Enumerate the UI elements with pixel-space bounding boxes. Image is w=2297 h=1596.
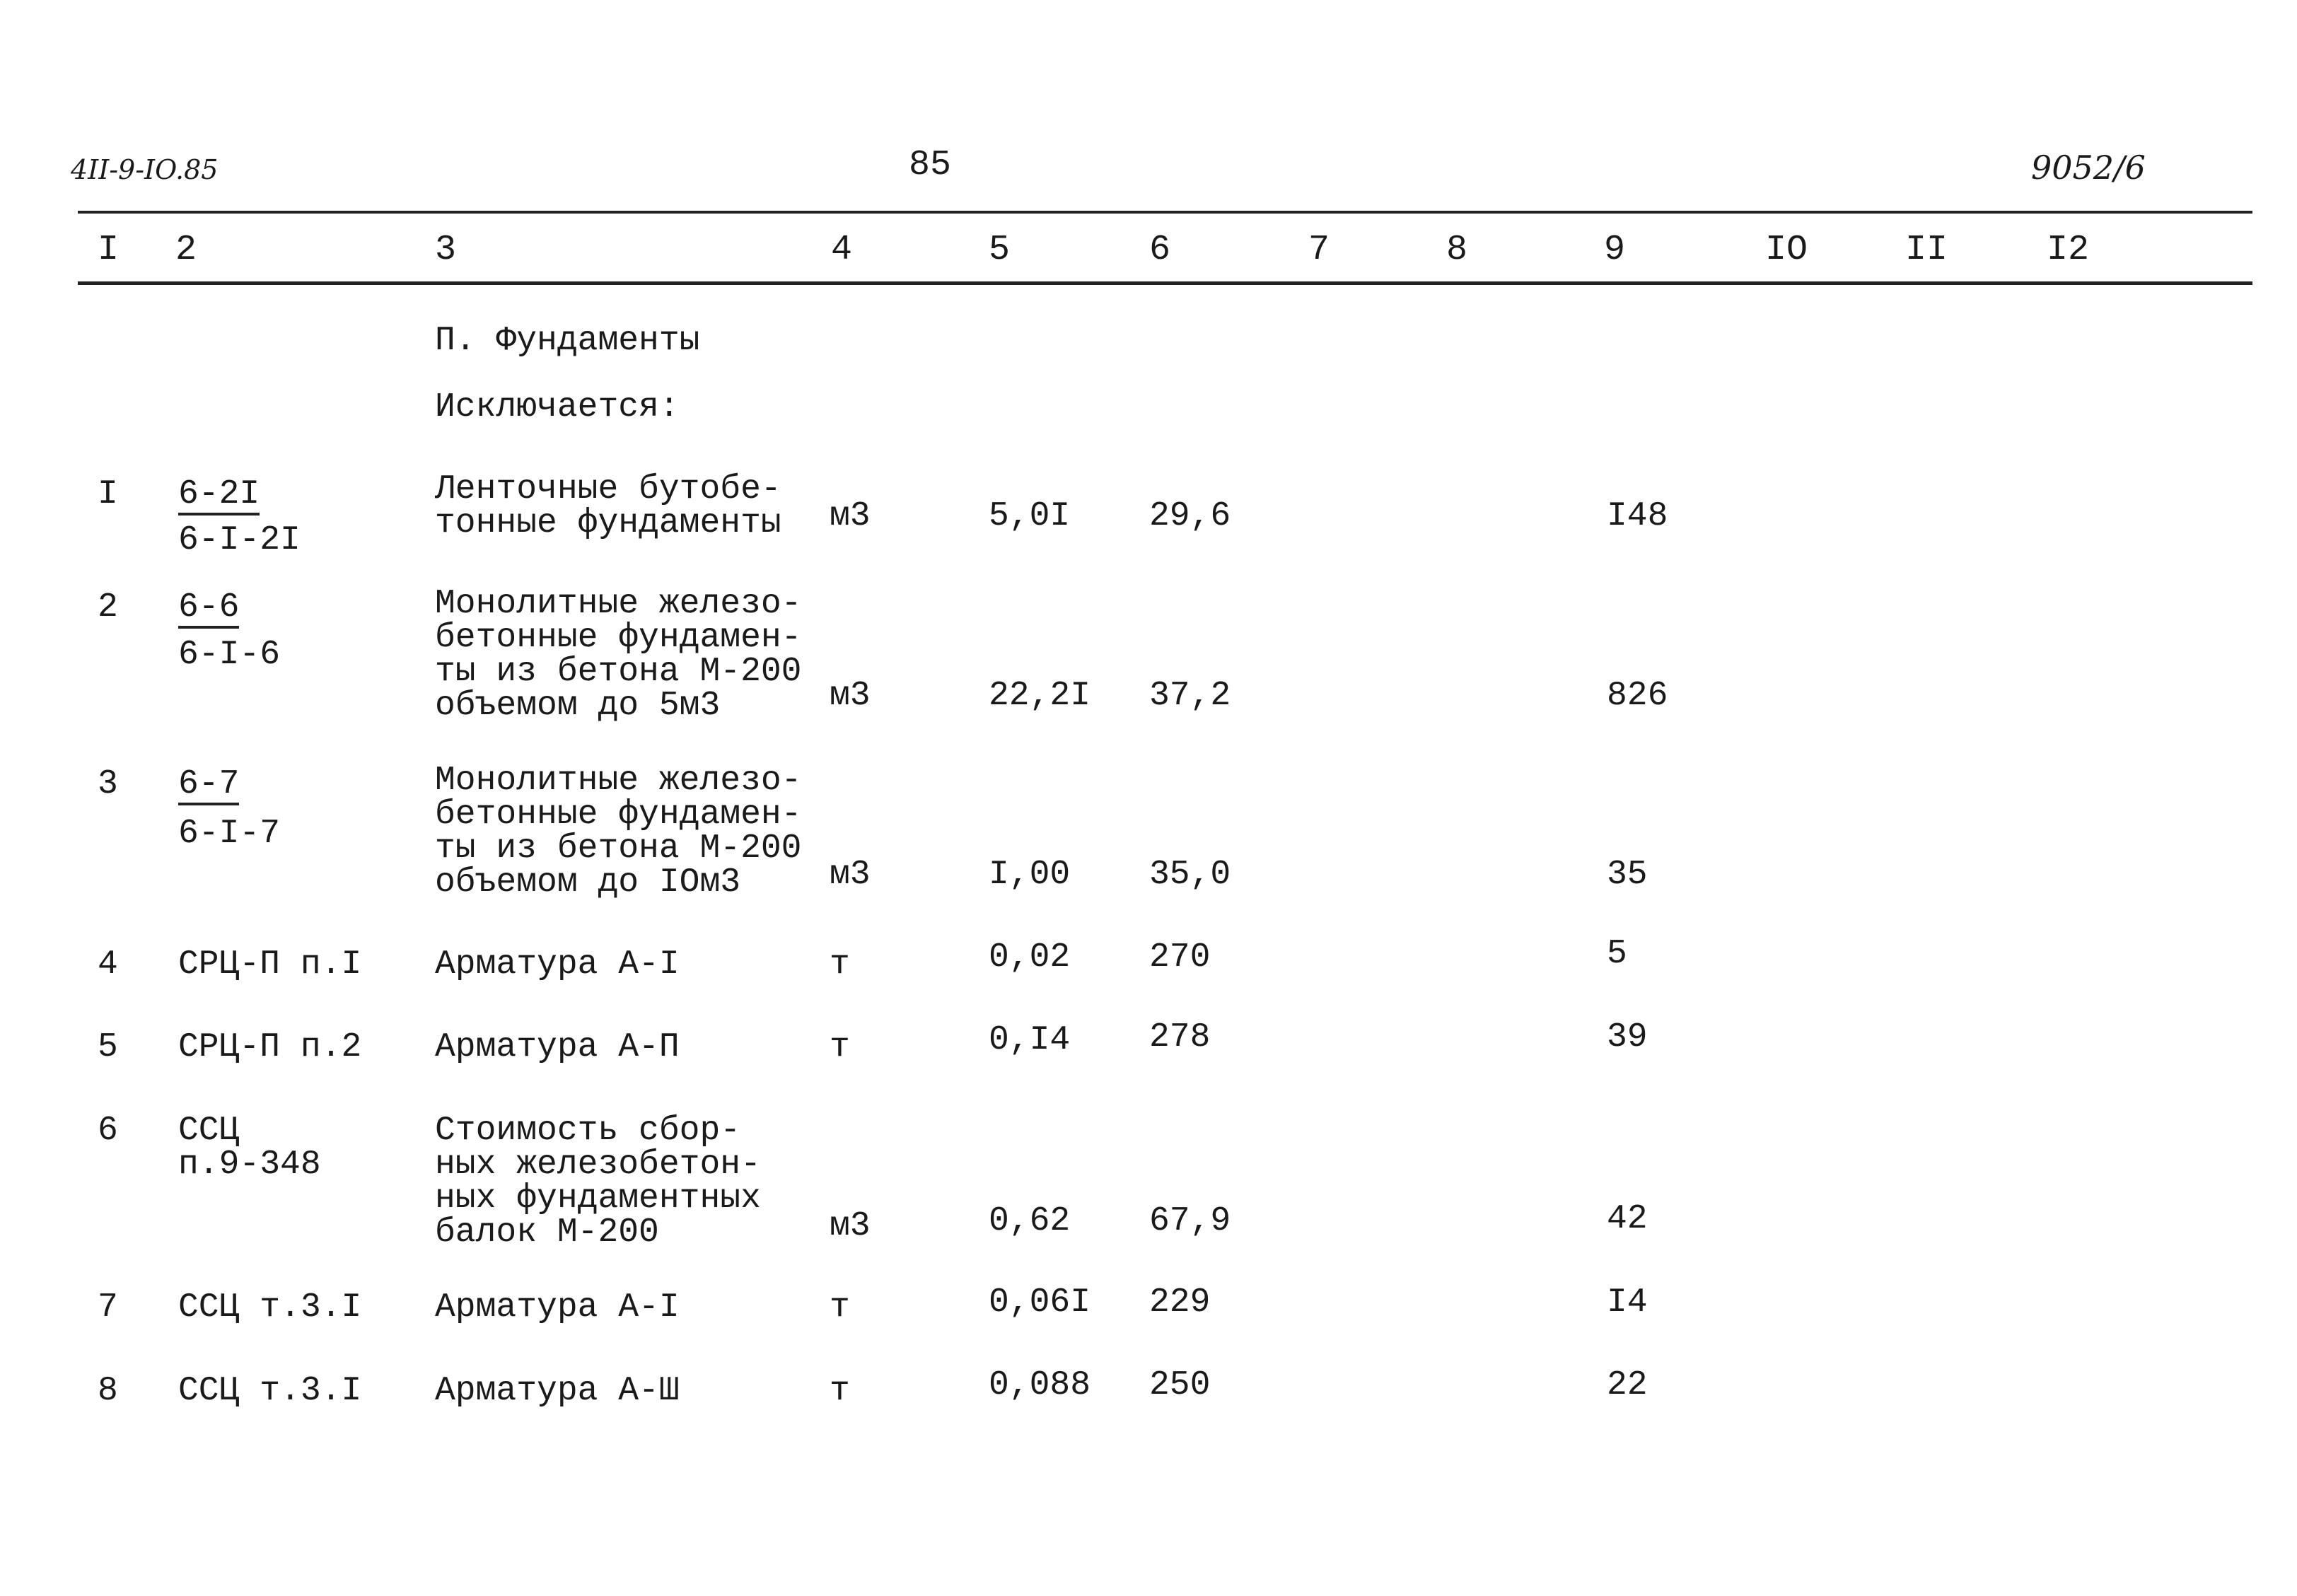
sheet-number: 9052/6 [2031, 148, 2146, 187]
norm-code-top: 6-7 [178, 767, 239, 805]
row-number: 8 [98, 1372, 118, 1410]
norm-code [178, 477, 260, 516]
unit: м3 [830, 497, 871, 535]
unit-price: 37,2 [1149, 677, 1231, 715]
quantity: 0,62 [989, 1202, 1071, 1240]
document-code: 4II-9-IO.85 [71, 154, 219, 185]
item-description: Ленточные бутобе- тонные фундаменты [435, 470, 781, 542]
item-description: Монолитные железо- бетонные фундамен- ты из бетона М-200 объемом до IOм3 [435, 762, 802, 902]
column-header-9: 9 [1604, 230, 1626, 270]
item-description: Монолитные железо- бетонные фундамен- ты из бетона М-200 объемом до 5м3 [435, 585, 802, 725]
quantity: 5,0I [989, 497, 1071, 535]
quantity: 0,088 [989, 1366, 1091, 1404]
row-number: 5 [98, 1028, 118, 1066]
column-header-3: 3 [435, 230, 457, 270]
total-cost: I48 [1607, 497, 1668, 535]
unit-price: 229 [1149, 1283, 1211, 1322]
total-cost: I4 [1607, 1283, 1648, 1322]
column-header-12: I2 [2047, 230, 2090, 270]
column-header-2: 2 [175, 230, 197, 270]
unit: т [830, 1372, 850, 1410]
quantity: 0,02 [989, 938, 1071, 977]
total-cost: 5 [1607, 935, 1627, 973]
item-description: Стоимость сбор- ных железобетон- ных фундаментных балок М-200 [435, 1112, 761, 1252]
norm-code-bottom: 6-I-6 [178, 636, 281, 674]
row-number: 7 [98, 1288, 118, 1327]
row-number: 2 [98, 588, 118, 627]
section-title: П. Фундаменты [435, 322, 700, 360]
item-description: Арматура А-Ш [435, 1372, 680, 1410]
column-header-8: 8 [1446, 230, 1468, 270]
unit: м3 [830, 1207, 871, 1245]
total-cost: 35 [1607, 856, 1648, 894]
total-cost: 826 [1607, 677, 1668, 715]
total-cost: 39 [1607, 1018, 1648, 1056]
section-subtitle: Исключается: [435, 388, 680, 426]
unit-price: 29,6 [1149, 497, 1231, 535]
norm-code: ССЦ п.9-348 [178, 1112, 321, 1184]
item-description: Арматура А-I [435, 945, 680, 984]
norm-code [178, 590, 239, 629]
total-cost: 42 [1607, 1200, 1648, 1238]
row-number: I [98, 475, 118, 513]
header-rule [78, 281, 2252, 285]
unit-price: 35,0 [1149, 856, 1231, 894]
unit-price: 250 [1149, 1366, 1211, 1404]
unit-price: 67,9 [1149, 1202, 1231, 1240]
page-number: 85 [909, 145, 952, 185]
quantity: I,00 [989, 856, 1071, 894]
quantity: 22,2I [989, 677, 1091, 715]
total-cost: 22 [1607, 1366, 1648, 1404]
unit: т [830, 945, 850, 984]
norm-code-bottom: 6-I-2I [178, 521, 301, 559]
column-header-6: 6 [1149, 230, 1171, 270]
norm-code: ССЦ т.3.I [178, 1288, 362, 1327]
top-rule [78, 211, 2252, 214]
unit: м3 [830, 856, 871, 894]
column-header-5: 5 [989, 230, 1011, 270]
item-description: Арматура А-I [435, 1288, 680, 1327]
unit: м3 [830, 677, 871, 715]
norm-code-top: 6-2I [178, 477, 260, 516]
row-number: 3 [98, 765, 118, 803]
unit-price: 270 [1149, 938, 1211, 977]
column-header-1: I [98, 230, 120, 270]
column-header-4: 4 [831, 230, 853, 270]
unit: т [830, 1288, 850, 1327]
row-number: 6 [98, 1112, 118, 1150]
norm-code: СРЦ-П п.2 [178, 1028, 362, 1066]
quantity: 0,06I [989, 1283, 1091, 1322]
norm-code [178, 767, 239, 805]
unit: т [830, 1028, 850, 1066]
column-header-7: 7 [1308, 230, 1330, 270]
norm-code: СРЦ-П п.I [178, 945, 362, 984]
column-header-10: IO [1765, 230, 1808, 270]
quantity: 0,I4 [989, 1021, 1071, 1059]
norm-code-top: 6-6 [178, 590, 239, 629]
norm-code: ССЦ т.3.I [178, 1372, 362, 1410]
item-description: Арматура А-П [435, 1028, 680, 1066]
unit-price: 278 [1149, 1018, 1211, 1056]
norm-code-bottom: 6-I-7 [178, 815, 281, 853]
row-number: 4 [98, 945, 118, 984]
column-header-11: II [1905, 230, 1948, 270]
